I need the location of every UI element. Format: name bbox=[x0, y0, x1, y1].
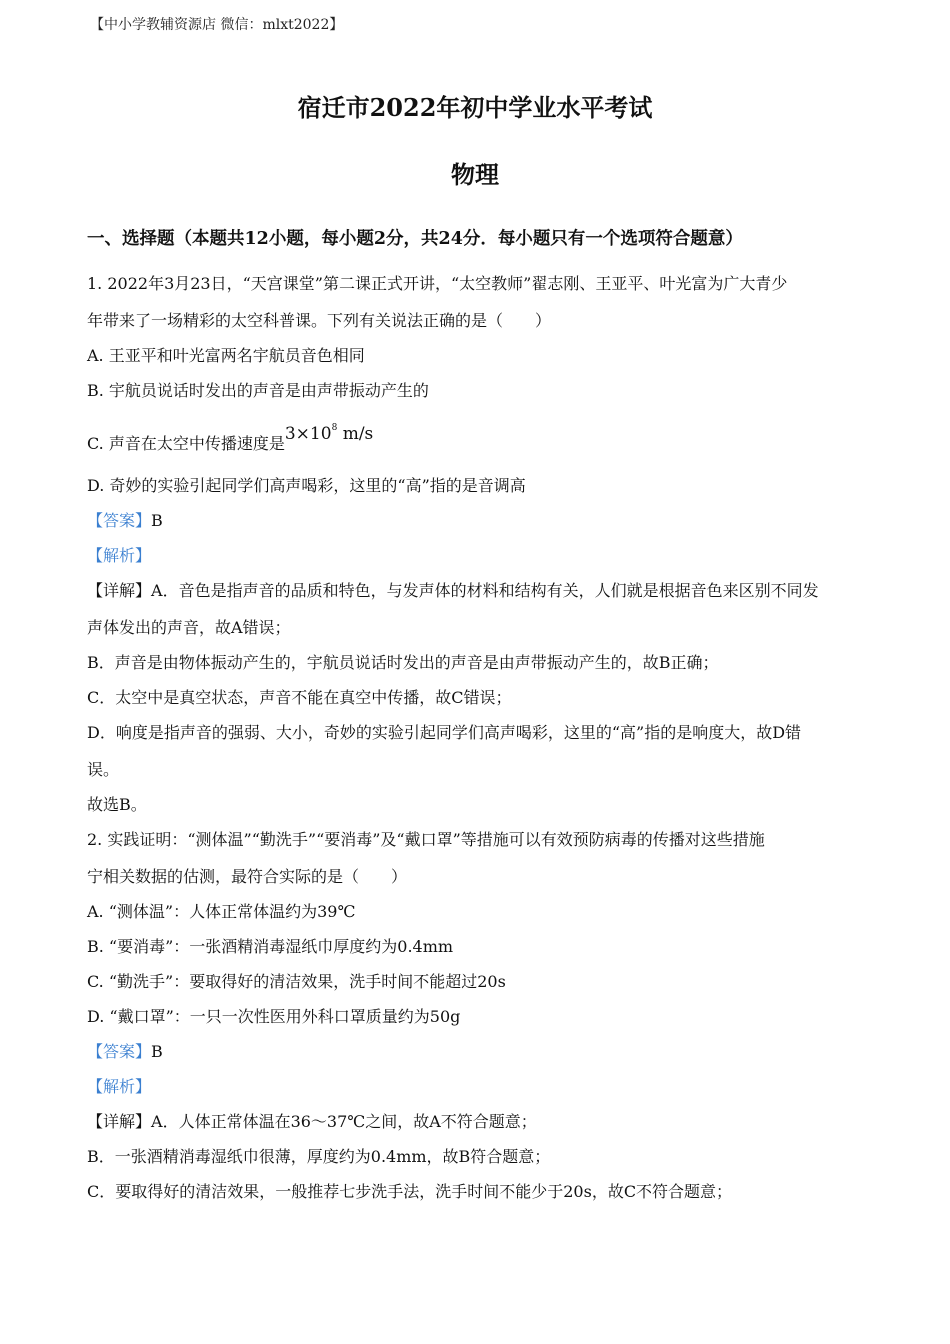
q1-detail-d-line1: D．响度是指声音的强弱、大小，奇妙的实验引起同学们高声喝彩，这里的“高”指的是响度大，故D错 bbox=[87, 723, 802, 742]
q1-answer bbox=[87, 510, 163, 532]
q1-option-b: B. 宇航员说话时发出的声音是由声带振动产生的 bbox=[87, 381, 429, 400]
formula-unit: m/s bbox=[337, 424, 374, 444]
detail-a-text: A．人体正常体温在36～37℃之间，故A不符合题意； bbox=[151, 1112, 537, 1131]
q1-option-d: D. 奇妙的实验引起同学们高声喝彩，这里的“高”指的是音调高 bbox=[87, 476, 526, 495]
q2-option-d: D. “戴口罩”：一只一次性医用外科口罩质量约为50g bbox=[87, 1007, 461, 1026]
answer-value: B bbox=[151, 511, 163, 530]
q2-detail-b: B．一张酒精消毒湿纸巾很薄，厚度约为0.4mm，故B符合题意； bbox=[87, 1147, 551, 1166]
q1-detail-b: B．声音是由物体振动产生的，宇航员说话时发出的声音是由声带振动产生的，故B正确； bbox=[87, 653, 719, 672]
q2-detail-c: C．要取得好的清洁效果，一般推荐七步洗手法，洗手时间不能少于20s，故C不符合题意； bbox=[87, 1182, 733, 1201]
q2-detail-a bbox=[87, 1111, 537, 1133]
q2-option-b: B. “要消毒”：一张酒精消毒湿纸巾厚度约为0.4mm bbox=[87, 937, 454, 956]
section-heading: 一、选择题（本题共12小题，每小题2分，共24分．每小题只有一个选项符合题意） bbox=[87, 229, 743, 249]
q1-detail-d-line2: 误。 bbox=[87, 760, 120, 779]
header-note: 【中小学教辅资源店 微信：mlxt2022】 bbox=[90, 17, 344, 33]
q1-detail-a-line1 bbox=[87, 580, 819, 602]
detail-tag: 【详解】 bbox=[87, 581, 152, 600]
q1-analysis-tag: 【解析】 bbox=[87, 546, 152, 565]
answer-tag: 【答案】 bbox=[87, 511, 152, 530]
q2-stem-line2: 宁相关数据的估测，最符合实际的是（ ） bbox=[87, 867, 408, 886]
exam-title: 宿迁市2022年初中学业水平考试 bbox=[297, 93, 653, 122]
answer-value: B bbox=[151, 1042, 163, 1061]
detail-tag: 【详解】 bbox=[87, 1112, 152, 1131]
speed-formula bbox=[285, 424, 373, 444]
subject-title: 物理 bbox=[451, 160, 499, 189]
q1-detail-a-line2: 声体发出的声音，故A错误； bbox=[87, 618, 291, 637]
q2-answer bbox=[87, 1041, 163, 1063]
q2-option-c: C. “勤洗手”：要取得好的清洁效果，洗手时间不能超过20s bbox=[87, 972, 506, 991]
q1-stem-line2: 年带来了一场精彩的太空科普课。下列有关说法正确的是（ ） bbox=[87, 311, 552, 330]
detail-a-text: A．音色是指声音的品质和特色，与发声体的材料和结构有关，人们就是根据音色来区别不同发 bbox=[151, 581, 819, 600]
answer-tag: 【答案】 bbox=[87, 1042, 152, 1061]
q1-option-c bbox=[87, 423, 374, 455]
q1-option-c-text: C. 声音在太空中传播速度是 bbox=[87, 434, 285, 453]
q2-option-a: A. “测体温”：人体正常体温约为39℃ bbox=[87, 902, 356, 921]
q2-stem-line1: 2. 实践证明：“测体温”“勤洗手”“要消毒”及“戴口罩”等措施可以有效预防病毒的传播对这些措施 bbox=[87, 830, 765, 849]
formula-base: 3×10 bbox=[284, 424, 332, 444]
q1-stem-line1: 1. 2022年3月23日，“天宫课堂”第二课正式开讲，“太空教师”翟志刚、王亚平、叶光富为广大青少 bbox=[87, 274, 788, 293]
q1-option-a: A. 王亚平和叶光富两名宇航员音色相同 bbox=[87, 346, 365, 365]
q2-analysis-tag: 【解析】 bbox=[87, 1077, 152, 1096]
q1-conclusion: 故选B。 bbox=[87, 795, 147, 814]
formula-exponent: 8 bbox=[331, 423, 338, 433]
q1-detail-c: C．太空中是真空状态，声音不能在真空中传播，故C错误； bbox=[87, 688, 512, 707]
